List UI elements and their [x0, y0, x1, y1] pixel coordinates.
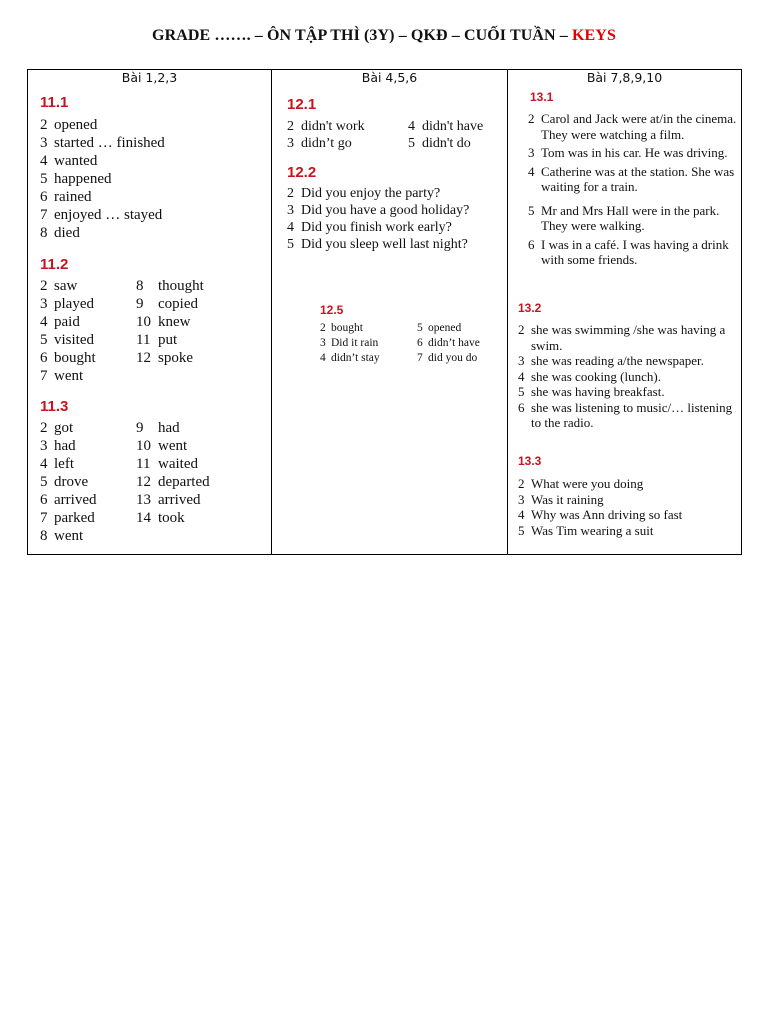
answer-text: copied: [158, 296, 198, 312]
answer-item-left: [287, 118, 408, 135]
answer-number: 4: [40, 314, 48, 330]
answer-item-left: [40, 419, 136, 437]
answer-text: Carol and Jack were at/in the cinema. They were watching a film.: [541, 111, 737, 142]
answer-item-right: [408, 135, 471, 152]
answer-item-left: [40, 367, 136, 385]
answer-number: 3: [287, 203, 294, 218]
answer-text: didn't have: [422, 119, 484, 134]
answer-number: 13: [136, 492, 151, 508]
answer-number: 4: [408, 119, 415, 134]
section-12-5: [320, 303, 480, 366]
answer-number: 6: [417, 337, 423, 349]
answer-number: 3: [518, 491, 525, 507]
answer-text: Catherine was at the station. She was waiting for a train.: [541, 163, 735, 194]
answer-number: 4: [518, 507, 525, 522]
answer-item-right: [417, 351, 477, 366]
answer-number: 4: [40, 456, 48, 472]
answer-item-right: [136, 295, 198, 313]
answer-text: Tom was in his car. He was driving.: [541, 145, 728, 160]
answer-item-right: [136, 473, 210, 491]
answer-number: 7: [417, 352, 423, 364]
answer-number: 3: [320, 337, 326, 349]
answer-item: [528, 145, 738, 161]
answer-row: [40, 349, 204, 367]
section-13-3: [518, 454, 541, 469]
section-heading: 13.3: [518, 454, 542, 468]
title-text: GRADE ……. – ÔN TẬP THÌ (3Y) – QKĐ – CUỐI TUẦN –: [152, 27, 572, 44]
answer-number: 3: [40, 135, 48, 151]
answer-item: [528, 164, 738, 195]
section-12-1: [287, 96, 483, 152]
section-11-3: [40, 398, 210, 545]
answer-item: [528, 203, 738, 234]
answer-row: [40, 473, 210, 491]
answer-text: waited: [158, 456, 198, 472]
answer-text: died: [54, 225, 80, 241]
answer-row: [40, 527, 210, 545]
answer-item-left: [40, 473, 136, 491]
answer-item: [518, 476, 733, 492]
answer-item: [40, 206, 165, 224]
answer-number: 8: [136, 278, 144, 294]
answer-text: arrived: [54, 492, 97, 508]
answer-item-left: [40, 295, 136, 313]
answer-text: didn’t go: [301, 136, 352, 151]
answer-text: wanted: [54, 153, 98, 169]
answer-row: [40, 367, 204, 385]
answer-number: 2: [40, 117, 48, 133]
answer-item-left: [40, 491, 136, 509]
answer-number: 8: [40, 225, 48, 241]
answer-number: 6: [40, 492, 48, 508]
answer-text: enjoyed … stayed: [54, 207, 163, 223]
column-header-2: Bài 4,5,6: [272, 70, 508, 87]
answer-text: put: [158, 332, 178, 348]
answer-row: [40, 313, 204, 331]
answer-text: went: [158, 438, 188, 454]
answer-number: 2: [40, 278, 48, 294]
answer-number: 5: [518, 384, 525, 399]
answer-item-left: [40, 527, 136, 545]
answer-text: she was reading a/the newspaper.: [531, 353, 704, 368]
title-keys: KEYS: [571, 27, 616, 44]
answer-item-right: [136, 419, 180, 437]
section-12-2: [287, 164, 469, 253]
answer-number: 12: [136, 474, 151, 490]
answer-item-right: [136, 509, 185, 527]
answer-row: [40, 437, 210, 455]
answer-text: bought: [54, 350, 96, 366]
column-1-cell: [28, 86, 272, 555]
answer-text: had: [158, 420, 180, 436]
answer-number: 4: [528, 163, 535, 179]
answer-item: [518, 507, 733, 523]
answer-number: 3: [287, 136, 294, 151]
answer-item: [518, 400, 733, 431]
answer-item-right: [136, 491, 200, 509]
answer-row: [287, 135, 483, 152]
answer-number: 2: [287, 119, 294, 134]
answer-text: left: [54, 456, 74, 472]
answer-number: 9: [136, 296, 144, 312]
answer-number: 4: [287, 220, 294, 235]
answer-text: went: [54, 528, 84, 544]
answer-row: [320, 321, 480, 336]
answer-number: 5: [40, 332, 48, 348]
answer-item-right: [417, 336, 480, 351]
answer-text: parked: [54, 510, 95, 526]
answer-item: [528, 111, 738, 142]
section-heading: 13.2: [518, 301, 542, 315]
section-heading: 12.2: [287, 164, 317, 181]
answer-item-left: [40, 277, 136, 295]
answer-text: didn't work: [301, 119, 365, 134]
answer-number: 5: [408, 136, 415, 151]
answer-item-left: [40, 349, 136, 367]
answer-text: got: [54, 420, 74, 436]
answer-text: knew: [158, 314, 191, 330]
answer-item-left: [40, 437, 136, 455]
answer-text: visited: [54, 332, 94, 348]
answer-row: [40, 295, 204, 313]
answer-text: saw: [54, 278, 78, 294]
answer-number: 2: [40, 420, 48, 436]
answer-number: 6: [40, 350, 48, 366]
answer-text: she was swimming /she was having a swim.: [531, 322, 726, 353]
answer-row: [320, 336, 480, 351]
column-header-3: Bài 7,8,9,10: [508, 70, 742, 87]
answer-text: Why was Ann driving so fast: [531, 507, 683, 522]
answer-number: 6: [40, 189, 48, 205]
answer-text: Did you enjoy the party?: [301, 186, 441, 201]
answer-number: 5: [40, 474, 48, 490]
answer-number: 7: [40, 510, 48, 526]
section-heading: 12.1: [287, 96, 317, 113]
answer-item-left: [287, 135, 408, 152]
answer-text: thought: [158, 278, 204, 294]
answer-text: Did you have a good holiday?: [301, 203, 470, 218]
answer-number: 3: [528, 145, 535, 160]
answer-number: 11: [136, 456, 151, 472]
answer-text: departed: [158, 474, 210, 490]
answer-text: had: [54, 438, 76, 454]
section-heading: 13.1: [530, 90, 554, 104]
answer-row: [320, 351, 480, 366]
answer-item-left: [320, 351, 417, 366]
answer-text: Was it raining: [531, 491, 604, 507]
answer-item: [287, 236, 469, 253]
answer-text: What were you doing: [531, 476, 644, 491]
answer-text: happened: [54, 171, 112, 187]
answer-row: [40, 331, 204, 349]
answer-text: arrived: [158, 492, 201, 508]
answer-number: 3: [518, 353, 525, 368]
answer-item: [287, 185, 469, 202]
answer-number: 7: [40, 368, 48, 384]
answer-number: 6: [518, 399, 525, 415]
answer-item-left: [40, 313, 136, 331]
section-13-2: [518, 301, 541, 316]
column-header-1: Bài 1,2,3: [28, 70, 272, 87]
answer-text: she was cooking (lunch).: [531, 368, 661, 384]
answer-row: [40, 455, 210, 473]
answer-number: 4: [40, 153, 48, 169]
answer-row: [40, 419, 210, 437]
answer-number: 2: [518, 476, 525, 491]
answer-row: [40, 277, 204, 295]
answer-text: Did you finish work early?: [301, 220, 452, 235]
section-11-2: [40, 256, 204, 385]
answer-item-left: [40, 331, 136, 349]
answer-number: 2: [287, 186, 294, 201]
answer-text: went: [54, 368, 84, 384]
answer-text: opened: [54, 117, 98, 133]
answer-number: 5: [40, 171, 48, 187]
answer-item: [518, 369, 733, 385]
answer-text: didn’t have: [428, 337, 480, 349]
answer-item: [518, 523, 733, 539]
answer-text: I was in a café. I was having a drink with some friends.: [541, 236, 729, 267]
answer-item-right: [136, 349, 193, 367]
answer-item-left: [320, 336, 417, 351]
answer-text: drove: [54, 474, 89, 490]
section-13-1: [530, 90, 730, 105]
answer-number: 3: [40, 438, 48, 454]
answer-item: [528, 237, 738, 268]
answer-number: 12: [136, 350, 151, 366]
answer-text: didn’t stay: [331, 352, 380, 364]
answer-number: 2: [518, 322, 525, 337]
answer-row: [287, 118, 483, 135]
answer-row: [40, 491, 210, 509]
answer-item: [287, 219, 469, 236]
answer-number: 11: [136, 332, 151, 348]
section-heading: 12.5: [320, 303, 344, 317]
answer-item: [40, 116, 165, 134]
answer-text: Did it rain: [331, 337, 379, 349]
answer-number: 5: [528, 202, 535, 218]
section-heading: 11.3: [40, 398, 69, 415]
answer-number: 4: [518, 368, 525, 384]
answer-number: 3: [40, 296, 48, 312]
answer-item-left: [320, 321, 417, 336]
answer-item-right: [136, 331, 177, 349]
answer-text: took: [158, 510, 185, 526]
section-heading: 11.2: [40, 256, 69, 273]
answer-row: [40, 509, 210, 527]
answer-item: [518, 492, 733, 508]
column-2-cell: [272, 86, 508, 555]
page-title: [0, 27, 768, 45]
column-3-cell: [508, 86, 742, 555]
answer-text: Mr and Mrs Hall were in the park. They were walking.: [541, 202, 720, 233]
answer-item-right: [136, 313, 191, 331]
answer-text: didn't do: [422, 136, 471, 151]
answer-text: rained: [54, 189, 92, 205]
answer-text: Did you sleep well last night?: [301, 237, 468, 252]
answer-item: [40, 134, 165, 152]
answer-item-right: [417, 321, 461, 336]
answer-item: [40, 152, 165, 170]
answer-number: 2: [320, 322, 326, 334]
answer-item-left: [40, 509, 136, 527]
answer-item: [287, 202, 469, 219]
answer-number: 8: [40, 528, 48, 544]
answer-key-table: [27, 69, 742, 555]
answer-item-right: [136, 437, 187, 455]
answer-number: 9: [136, 420, 144, 436]
answer-number: 10: [136, 438, 151, 454]
answer-number: 5: [518, 522, 525, 538]
answer-text: she was listening to music/… listening to the radio.: [531, 399, 733, 430]
answer-text: played: [54, 296, 94, 312]
answer-item: [518, 384, 733, 400]
answer-text: she was having breakfast.: [531, 384, 665, 399]
answer-item: [40, 170, 165, 188]
answer-text: bought: [331, 322, 363, 334]
answer-number: 10: [136, 314, 151, 330]
answer-number: 14: [136, 510, 151, 526]
answer-text: spoke: [158, 350, 193, 366]
answer-item-right: [136, 277, 204, 295]
answer-text: opened: [428, 322, 462, 334]
answer-item: [40, 188, 165, 206]
answer-number: 7: [40, 207, 48, 223]
answer-item-right: [136, 455, 198, 473]
answer-item: [518, 322, 733, 353]
answer-number: 4: [320, 352, 326, 364]
answer-item: [518, 353, 733, 369]
answer-number: 5: [417, 322, 423, 334]
answer-item-left: [40, 455, 136, 473]
section-11-1: [40, 94, 165, 242]
answer-text: did you do: [428, 352, 478, 364]
answer-item-right: [408, 118, 483, 135]
answer-item: [40, 224, 165, 242]
answer-number: 6: [528, 236, 535, 252]
answer-text: paid: [54, 314, 80, 330]
section-heading: 11.1: [40, 94, 69, 111]
answer-text: Was Tim wearing a suit: [531, 522, 654, 538]
answer-text: started … finished: [54, 135, 165, 151]
answer-number: 5: [287, 237, 294, 252]
answer-number: 2: [528, 111, 535, 126]
